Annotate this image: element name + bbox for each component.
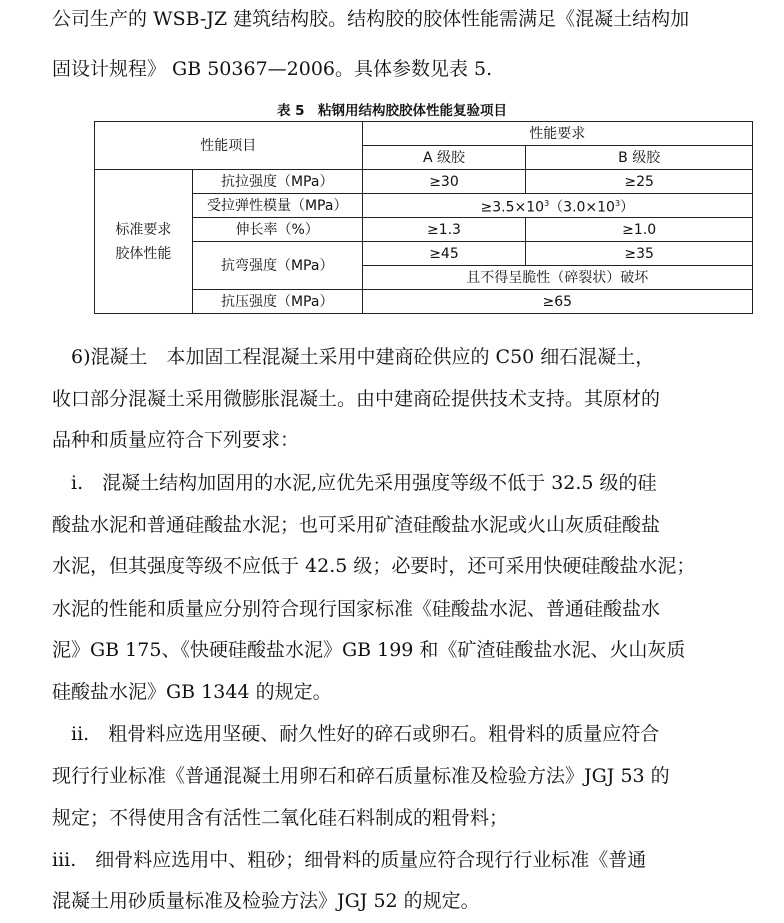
header-requirement: 性能要求	[362, 122, 752, 146]
row-a-value: ≥45	[362, 242, 526, 266]
item-ii-line-2: 现行行业标准《普通混凝土用卵石和碎石质量标准及检验方法》JGJ 53 的	[52, 765, 670, 787]
row-b-value: ≥35	[526, 242, 753, 266]
group-label-line-1: 标准要求	[115, 221, 172, 238]
intro-line-1: 公司生产的 WSB-JZ 建筑结构胶。结构胶的胶体性能需满足《混凝土结构加	[52, 8, 690, 30]
row-item: 抗拉强度（MPa）	[192, 170, 362, 194]
para-6-line-2: 收口部分混凝土采用微膨胀混凝土。由中建商砼提供技术支持。其原材的	[52, 388, 661, 410]
table-row	[95, 218, 753, 242]
modulus-exp-1: 3	[544, 198, 550, 208]
row-item: 伸长率（%）	[192, 218, 362, 242]
table-row	[95, 194, 753, 218]
row-item: 抗弯强度（MPa）	[192, 242, 362, 290]
item-i-line-3: 水泥，但其强度等级不应低于 42.5 级；必要时，还可采用快硬硅酸盐水泥；	[52, 555, 696, 577]
item-iii-line-2: 混凝土用砂质量标准及检验方法》JGJ 52 的规定。	[52, 890, 480, 912]
table-caption: 表 5 粘钢用结构胶胶体性能复验项目	[276, 103, 508, 119]
item-ii-line-1: ii. 粗骨料应选用坚硬、耐久性好的碎石或卵石。粗骨料的质量应符合	[52, 723, 660, 745]
header-grade-b: B 级胶	[526, 146, 753, 170]
header-grade-a: A 级胶	[362, 146, 526, 170]
table-header-row	[95, 122, 753, 146]
item-ii-line-3: 规定；不得使用含有活性二氧化硅石料制成的粗骨料；	[52, 807, 509, 829]
row-b-value: ≥25	[526, 170, 753, 194]
item-i-line-5: 泥》GB 175、《快硬硅酸盐水泥》GB 199 和《矿渣硅酸盐水泥、火山灰质	[52, 639, 686, 661]
row-item: 抗压强度（MPa）	[192, 290, 362, 314]
row-a-value: ≥30	[362, 170, 526, 194]
group-label-line-2: 胶体性能	[115, 245, 172, 262]
table-row	[95, 242, 753, 266]
row-note: 且不得呈脆性（碎裂状）破坏	[362, 266, 752, 290]
para-6-line-1: 6)混凝土 本加固工程混凝土采用中建商砼供应的 C50 细石混凝土，	[52, 346, 655, 368]
spec-table	[94, 121, 753, 314]
modulus-mid: （3.0×10	[549, 199, 615, 216]
header-item: 性能项目	[95, 122, 363, 170]
group-label	[95, 170, 193, 314]
intro-line-2: 固设计规程》 GB 50367—2006。具体参数见表 5.	[52, 58, 493, 80]
modulus-post: ）	[620, 199, 635, 216]
modulus-pre: ≥3.5×10	[480, 199, 545, 216]
item-i-line-2: 酸盐水泥和普通硅酸盐水泥；也可采用矿渣硅酸盐水泥或火山灰质硅酸盐	[52, 514, 661, 536]
item-i-line-6: 硅酸盐水泥》GB 1344 的规定。	[52, 681, 332, 703]
row-a-value: ≥1.3	[362, 218, 526, 242]
item-i-line-1: i. 混凝土结构加固用的水泥,应优先采用强度等级不低于 32.5 级的硅	[52, 472, 657, 494]
modulus-exp-2: 3	[614, 198, 621, 208]
para-6-line-3: 品种和质量应符合下列要求：	[52, 429, 300, 451]
table-row	[95, 290, 753, 314]
row-item: 受拉弹性模量（MPa）	[192, 194, 362, 218]
item-iii-line-1: iii. 细骨料应选用中、粗砂；细骨料的质量应符合现行行业标准《普通	[52, 849, 647, 871]
table-row	[95, 170, 753, 194]
row-merged-value	[362, 194, 752, 218]
row-merged-value: ≥65	[362, 290, 752, 314]
row-b-value: ≥1.0	[526, 218, 753, 242]
item-i-line-4: 水泥的性能和质量应分别符合现行国家标准《硅酸盐水泥、普通硅酸盐水	[52, 598, 661, 620]
